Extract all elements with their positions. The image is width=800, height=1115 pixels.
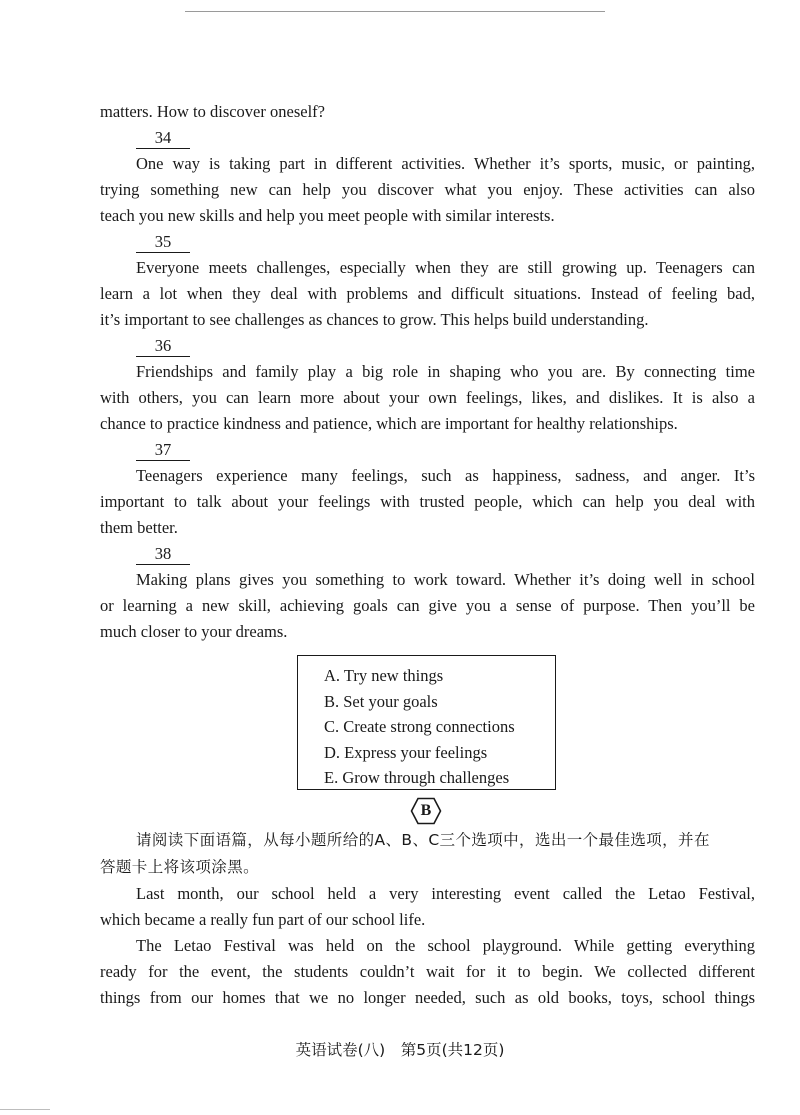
paragraph-line: Making plans gives you something to work toward. Whether it’s doing well in school [136, 570, 755, 589]
blank-number: 37 [136, 440, 190, 461]
paragraph-line: Teenagers experience many feelings, such as happiness, sadness, and anger. It’s [136, 466, 755, 485]
paragraph-line: Everyone meets challenges, especially when they are still growing up. Teenagers can [136, 258, 755, 277]
blank-number: 35 [136, 232, 190, 253]
paragraph-line: Friendships and family play a big role in shaping who you are. By connecting time [136, 362, 755, 381]
option-d: D. Express your feelings [324, 742, 488, 762]
passage-b [100, 827, 755, 1011]
paragraph-line: teach you new skills and help you meet people with similar interests. [100, 206, 555, 225]
instruction-line: 请阅读下面语篇，从每小题所给的A、B、C三个选项中，选出一个最佳选项，并在 [136, 831, 710, 849]
blank-35 [100, 229, 755, 255]
section-b-marker [410, 797, 442, 825]
blank-number: 38 [136, 544, 190, 565]
blank-38 [100, 541, 755, 567]
blank-number: 36 [136, 336, 190, 357]
paragraph-line: things from our homes that we no longer needed, such as old books, toys, school things [100, 988, 755, 1007]
top-rule [185, 11, 605, 12]
intro-line: matters. How to discover oneself? [100, 102, 325, 121]
paragraph-line: much closer to your dreams. [100, 622, 288, 641]
blank-37 [100, 437, 755, 463]
paragraph-line: them better. [100, 518, 178, 537]
blank-34 [100, 125, 755, 151]
option-e: E. Grow through challenges [324, 768, 510, 787]
paragraph-line: learn a lot when they deal with problems and difficult situations. Instead of feeling bad, [100, 284, 755, 303]
paragraph-line: which became a really fun part of our school life. [100, 910, 426, 929]
blank-36 [100, 333, 755, 359]
paragraph-line: with others, you can learn more about your own feelings, likes, and dislikes. It is also a [100, 388, 755, 407]
paragraph-line: chance to practice kindness and patience, which are important for healthy relationships. [100, 414, 678, 433]
section-letter: B [420, 802, 432, 819]
paragraph-line: One way is taking part in different activities. Whether it’s sports, music, or painting, [136, 154, 755, 173]
paragraph-line: or learning a new skill, achieving goals can give you a sense of purpose. Then you’ll be [100, 596, 755, 615]
paragraph-line: important to talk about your feelings with trusted people, which can help you deal with [100, 492, 755, 511]
paragraph-line: trying something new can help you discover what you enjoy. These activities can also [100, 180, 755, 199]
option-a: A. Try new things [324, 666, 444, 685]
instruction-line: 答题卡上将该项涂黑。 [100, 858, 260, 876]
bottom-rule [0, 1109, 50, 1110]
paragraph-line: Last month, our school held a very interesting event called the Letao Festival, [136, 884, 755, 903]
options-box [297, 655, 556, 790]
blank-number: 34 [136, 128, 190, 149]
option-b: B. Set your goals [324, 691, 438, 711]
paragraph-line: ready for the event, the students couldn’t wait for it to begin. We collected different [100, 962, 755, 981]
page-footer: 英语试卷(八) 第5页(共12页) [295, 1041, 505, 1059]
paragraph-line: The Letao Festival was held on the school playground. While getting everything [136, 936, 755, 955]
paragraph-line: it’s important to see challenges as chances to grow. This helps build understanding. [100, 310, 649, 329]
option-c: C. Create strong connections [324, 717, 515, 736]
passage-a [100, 99, 755, 645]
